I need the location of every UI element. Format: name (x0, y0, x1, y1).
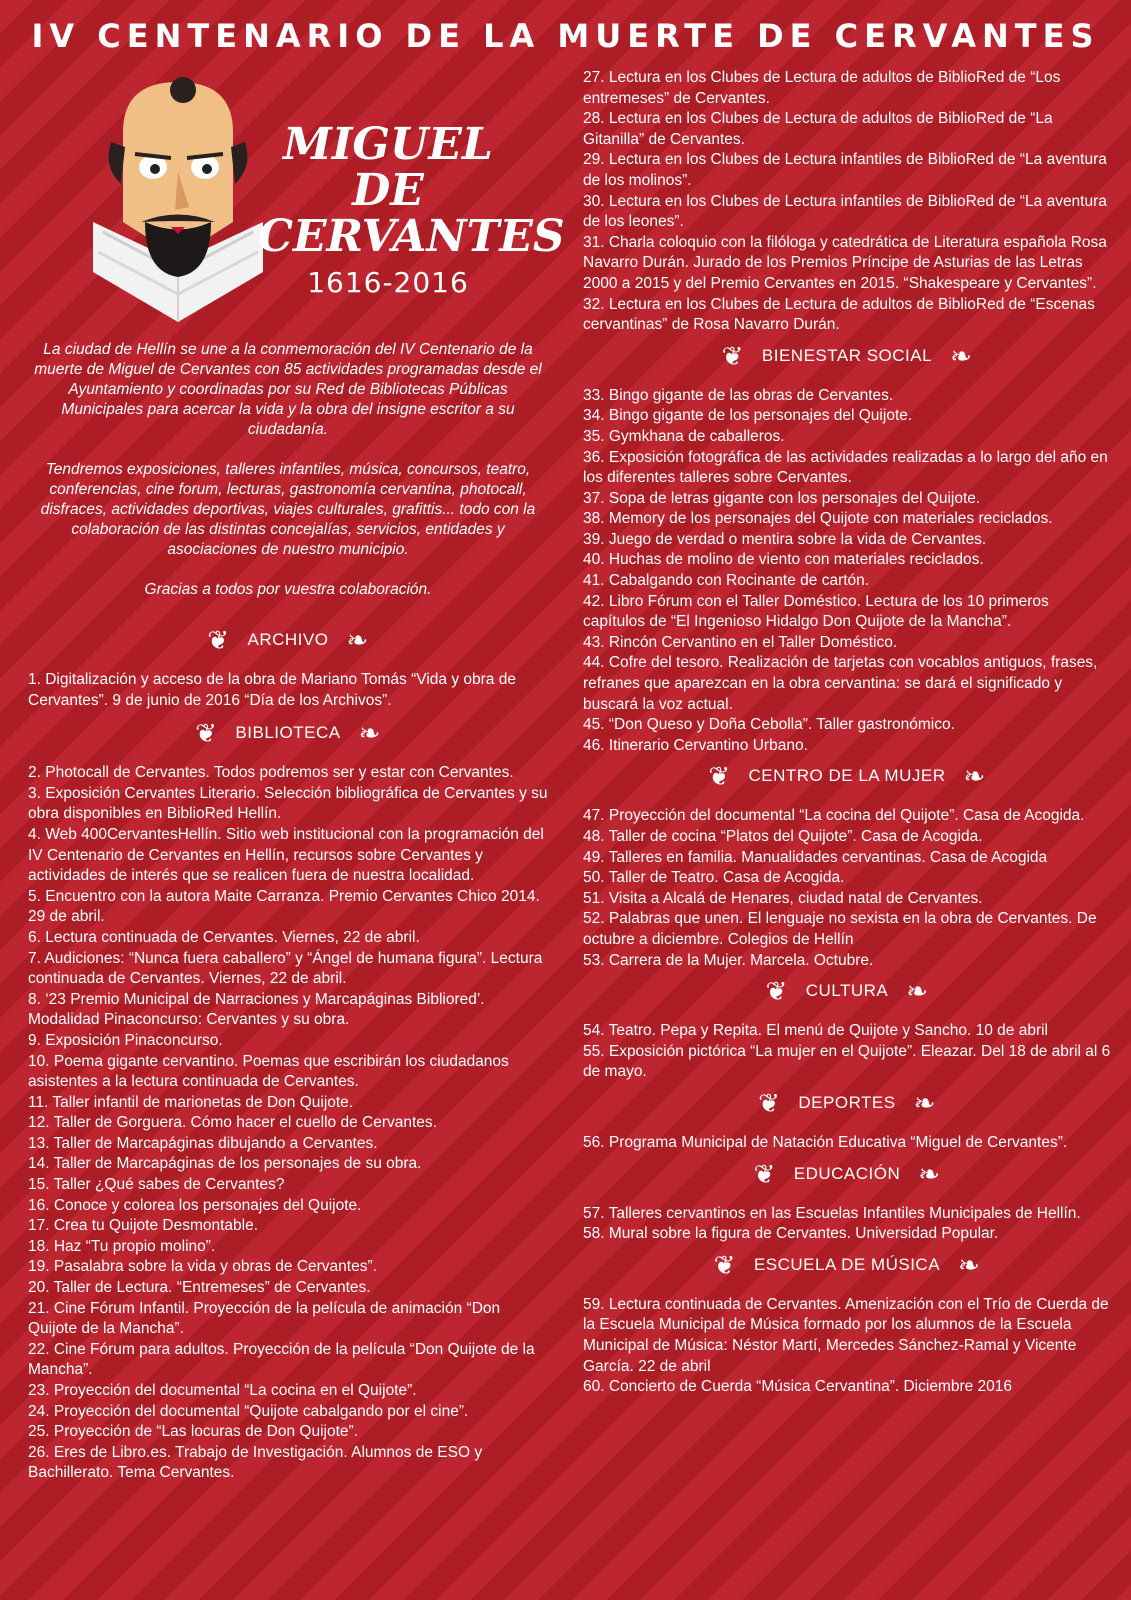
list-item: 56. Programa Municipal de Natación Educativa “Miguel de Cervantes”. (583, 1133, 1068, 1151)
floral-ornament-icon: ❧ (346, 625, 369, 655)
list-item: 48. Taller de cocina “Platos del Quijote”. Casa de Acogida. (583, 828, 983, 845)
page-title: IV CENTENARIO DE LA MUERTE DE CERVANTES (31, 17, 1100, 55)
list-item: 39. Juego de verdad o mentira sobre la vida de Cervantes. (583, 530, 987, 548)
logo-name-line3: CERVANTES (258, 211, 565, 262)
list-bienestar-social (583, 386, 1111, 757)
list-item: 34. Bingo gigante de los personajes del Quijote. (583, 407, 913, 425)
list-item: 29. Lectura en los Clubes de Lectura infantiles de BiblioRed de “La aventura de los molinos”. (583, 151, 1107, 189)
list-item: 59. Lectura continuada de Cervantes. Amenización con el Trío de Cuerda de la Escuela Municipal de Música formado por los alumnos de la Escuela Municipal de Música: Néstor Martí, Mercedes Sánchez-Ramal y Vicente García. 22 de abril (583, 1295, 1109, 1375)
intro-paragraph-1: La ciudad de Hellín se une a la conmemoración del IV Centenario de la muerte de Miguel de Cervantes con 85 actividades programadas desde el Ayuntamiento y coordinadas por su Red de Bibliotecas Públicas Municipales para acercar la vida y la obra del insigne escritor a su ciudadanía. (34, 341, 542, 438)
list-item: 57. Talleres cervantinos en las Escuelas Infantiles Municipales de Hellín. (583, 1204, 1081, 1222)
section-header-educacion (583, 1154, 1111, 1194)
section-title-educacion: EDUCACIÓN (793, 1163, 901, 1183)
list-item: 26. Eres de Libro.es. Trabajo de Investigación. Alumnos de ESO y Bachillerato. Tema Cervantes. (28, 1443, 483, 1482)
list-item: 27. Lectura en los Clubes de Lectura de adultos de BiblioRed de “Los entremeses” de Cervantes. (583, 69, 1061, 107)
section-title-bienestar-social: BIENESTAR SOCIAL (761, 345, 933, 365)
list-item: 7. Audiciones: “Nunca fuera caballero” y “Ángel de humana figura”. Lectura continuada de Cervantes. Viernes, 22 de abril. (28, 949, 543, 988)
list-archivo (28, 670, 548, 711)
cervantes-portrait-icon (83, 72, 273, 322)
list-item: 42. Libro Fórum con el Taller Doméstico. Lectura de los 10 primeros capítulos de “El Ingenioso Hidalgo Don Quijote de la Mancha”. (583, 592, 1049, 631)
floral-ornament-icon: ❦ (207, 625, 230, 655)
list-centro-de-la-mujer (583, 806, 1111, 971)
list-cultura (583, 1021, 1111, 1083)
list-item: 33. Bingo gigante de las obras de Cervantes. (583, 386, 894, 404)
right-column (583, 68, 1111, 1398)
section-title-centro-de-la-mujer: CENTRO DE LA MUJER (748, 766, 946, 786)
list-item: 49. Talleres en familia. Manualidades cervantinas. Casa de Acogida (583, 848, 1048, 866)
list-item: 18. Haz “Tu propio molino”. (28, 1237, 216, 1255)
list-item: 5. Encuentro con la autora Maite Carranza. Premio Cervantes Chico 2014. 29 de abril. (28, 887, 540, 926)
miguel-de-cervantes-logo (258, 119, 565, 300)
list-item: 55. Exposición pictórica “La mujer en el Quijote”. Eleazar. Del 18 de abril al 6 de mayo. (583, 1042, 1111, 1081)
list-item: 15. Taller ¿Qué sabes de Cervantes? (28, 1176, 285, 1194)
list-item: 8. ‘23 Premio Municipal de Narraciones y Marcapáginas Bibliored’. Modalidad Pinaconcurso: Cervantes y su obra. (28, 990, 485, 1029)
list-item: 11. Taller infantil de marionetas de Don Quijote. (28, 1093, 354, 1111)
list-item: 22. Cine Fórum para adultos. Proyección de la película “Don Quijote de la Mancha”. (28, 1340, 535, 1379)
list-item: 13. Taller de Marcapáginas dibujando a Cervantes. (28, 1134, 378, 1152)
list-item: 3. Exposición Cervantes Literario. Selección bibliográfica de Cervantes y su obra disponibles en BiblioRed Hellín. (28, 784, 548, 823)
list-item: 6. Lectura continuada de Cervantes. Viernes, 22 de abril. (28, 928, 420, 946)
list-item: 36. Exposición fotográfica de las actividades realizadas a lo largo del año en los diferentes talleres sobre Cervantes. (583, 448, 1108, 487)
list-item: 20. Taller de Lectura. “Entremeses” de Cervantes. (28, 1279, 371, 1297)
list-item: 9. Exposición Pinaconcurso. (28, 1031, 223, 1049)
list-item: 10. Poema gigante cervantino. Poemas que escribirán los ciudadanos asistentes a la lectura continuada de Cervantes. (28, 1052, 509, 1091)
list-item: 2. Photocall de Cervantes. Todos podremos ser y estar con Cervantes. (28, 764, 514, 782)
list-item: 45. “Don Queso y Doña Cebolla”. Taller gastronómico. (583, 716, 955, 734)
list-biblioteca-right (583, 68, 1111, 336)
list-item: 30. Lectura en los Clubes de Lectura infantiles de BiblioRed de “La aventura de los leones”. (583, 192, 1107, 231)
section-header-archivo (28, 620, 548, 660)
section-title-biblioteca: BIBLIOTECA (235, 723, 341, 743)
floral-ornament-icon: ❦ (765, 976, 788, 1007)
section-title-deportes: DEPORTES (798, 1092, 896, 1112)
section-title-archivo: ARCHIVO (247, 630, 329, 649)
list-item: 44. Cofre del tesoro. Realización de tarjetas con vocablos antiguos, frases, refranes que aparezcan en la obra cervantina: se dará el significado y buscará la voz actual. (583, 654, 1098, 713)
section-header-bienestar-social (583, 336, 1111, 376)
floral-ornament-icon: ❧ (906, 976, 929, 1007)
list-item: 14. Taller de Marcapáginas de los personajes de su obra. (28, 1155, 422, 1173)
list-item: 37. Sopa de letras gigante con los personajes del Quijote. (583, 489, 981, 507)
floral-ornament-icon: ❧ (918, 1158, 941, 1189)
list-item: 38. Memory de los personajes del Quijote con materiales reciclados. (583, 510, 1053, 528)
list-item: 51. Visita a Alcalá de Henares, ciudad natal de Cervantes. (583, 889, 983, 907)
list-item: 16. Conoce y colorea los personajes del Quijote. (28, 1196, 362, 1214)
section-header-cultura (583, 971, 1111, 1011)
list-item: 1. Digitalización y acceso de la obra de Mariano Tomás “Vida y obra de Cervantes”. 9 de junio de 2016 “Día de los Archivos”. (28, 671, 516, 709)
floral-ornament-icon: ❧ (913, 1087, 936, 1118)
intro-paragraph-2: Tendremos exposiciones, talleres infantiles, música, concursos, teatro, conferencias, cine forum, lecturas, gastronomía cervantina, photocall, disfraces, actividades deportivas, viajes culturales, grafittis... todo con la colaboración de las distintas concejalías, servicios, entidades y asociaciones de nuestro municipio. (40, 461, 536, 558)
list-item: 25. Proyección de “Las locuras de Don Quijote”. (28, 1423, 358, 1441)
floral-ornament-icon: ❧ (963, 761, 986, 792)
floral-ornament-icon: ❦ (708, 761, 731, 792)
list-biblioteca-left (28, 763, 548, 1484)
section-title-cultura: CULTURA (805, 981, 889, 1001)
list-item: 19. Pasalabra sobre la vida y obras de Cervantes”. (28, 1258, 377, 1276)
logo-name-line2: DE (352, 165, 424, 216)
section-header-biblioteca (28, 713, 548, 753)
floral-ornament-icon: ❧ (958, 1249, 981, 1280)
list-item: 54. Teatro. Pepa y Repita. El menú de Quijote y Sancho. 10 de abril (583, 1022, 1048, 1040)
list-escuela-de-musica (583, 1295, 1111, 1398)
list-item: 24. Proyección del documental “Quijote cabalgando por el cine”. (28, 1402, 469, 1420)
floral-ornament-icon: ❦ (758, 1087, 781, 1118)
section-title-escuela-de-musica: ESCUELA DE MÚSICA (753, 1254, 941, 1274)
section-header-deportes (583, 1083, 1111, 1123)
list-item: 52. Palabras que unen. El lenguaje no sexista en la obra de Cervantes. De octubre a diciembre. Colegios de Hellín (583, 910, 1097, 948)
list-item: 41. Cabalgando con Rocinante de cartón. (583, 572, 870, 590)
section-header-escuela-de-musica (583, 1245, 1111, 1285)
logo-years: 1616-2016 (307, 266, 469, 299)
list-item: 31. Charla coloquio con la filóloga y catedrática de Literatura española Rosa Navarro Durán. Jurado de los Premios Príncipe de Asturias de las Letras 2000 a 2015 y del Premio Cervantes en 2015. “Shakespeare y Cervantes”. (583, 233, 1107, 292)
list-item: 40. Huchas de molino de viento con materiales reciclados. (583, 551, 984, 569)
list-deportes (583, 1133, 1111, 1154)
section-header-centro-de-la-mujer (583, 756, 1111, 796)
floral-ornament-icon: ❦ (713, 1249, 736, 1280)
intro-text (28, 340, 548, 1484)
floral-ornament-icon: ❧ (358, 718, 381, 749)
floral-ornament-icon: ❦ (195, 718, 218, 749)
list-item: 4. Web 400CervantesHellín. Sitio web institucional con la programación del IV Centenario de Cervantes en Hellín, recursos sobre Cervantes y actividades de interés que se realicen fuera de nuestra localidad. (28, 825, 544, 885)
floral-ornament-icon: ❦ (753, 1158, 776, 1189)
list-item: 21. Cine Fórum Infantil. Proyección de la película de animación “Don Quijote de la Mancha”. (28, 1299, 501, 1338)
list-item: 43. Rincón Cervantino en el Taller Doméstico. (583, 633, 898, 651)
list-item: 28. Lectura en los Clubes de Lectura de adultos de BiblioRed de “La Gitanilla” de Cervantes. (583, 110, 1053, 148)
list-item: 58. Mural sobre la figura de Cervantes. Universidad Popular. (583, 1225, 999, 1243)
list-item: 23. Proyección del documental “La cocina en el Quijote”. (28, 1382, 417, 1399)
list-item: 47. Proyección del documental “La cocina del Quijote”. Casa de Acogida. (583, 807, 1085, 825)
list-item: 17. Crea tu Quijote Desmontable. (28, 1217, 259, 1235)
list-item: 50. Taller de Teatro. Casa de Acogida. (583, 869, 845, 887)
list-item: 60. Concierto de Cuerda “Música Cervantina”. Diciembre 2016 (583, 1378, 1013, 1396)
list-educacion (583, 1204, 1111, 1245)
list-item: 53. Carrera de la Mujer. Marcela. Octubre. (583, 951, 874, 969)
logo-name-line1: MIGUEL (283, 119, 493, 170)
list-item: 12. Taller de Gorguera. Cómo hacer el cuello de Cervantes. (28, 1114, 437, 1132)
list-item: 46. Itinerario Cervantino Urbano. (583, 736, 808, 754)
floral-ornament-icon: ❦ (721, 340, 744, 371)
list-item: 35. Gymkhana de caballeros. (583, 427, 785, 445)
floral-ornament-icon: ❧ (950, 340, 973, 371)
list-item: 32. Lectura en los Clubes de Lectura de adultos de BiblioRed de “Escenas cervantinas” de Rosa Navarro Durán. (583, 295, 1095, 334)
intro-paragraph-3: Gracias a todos por vuestra colaboración. (144, 581, 432, 598)
